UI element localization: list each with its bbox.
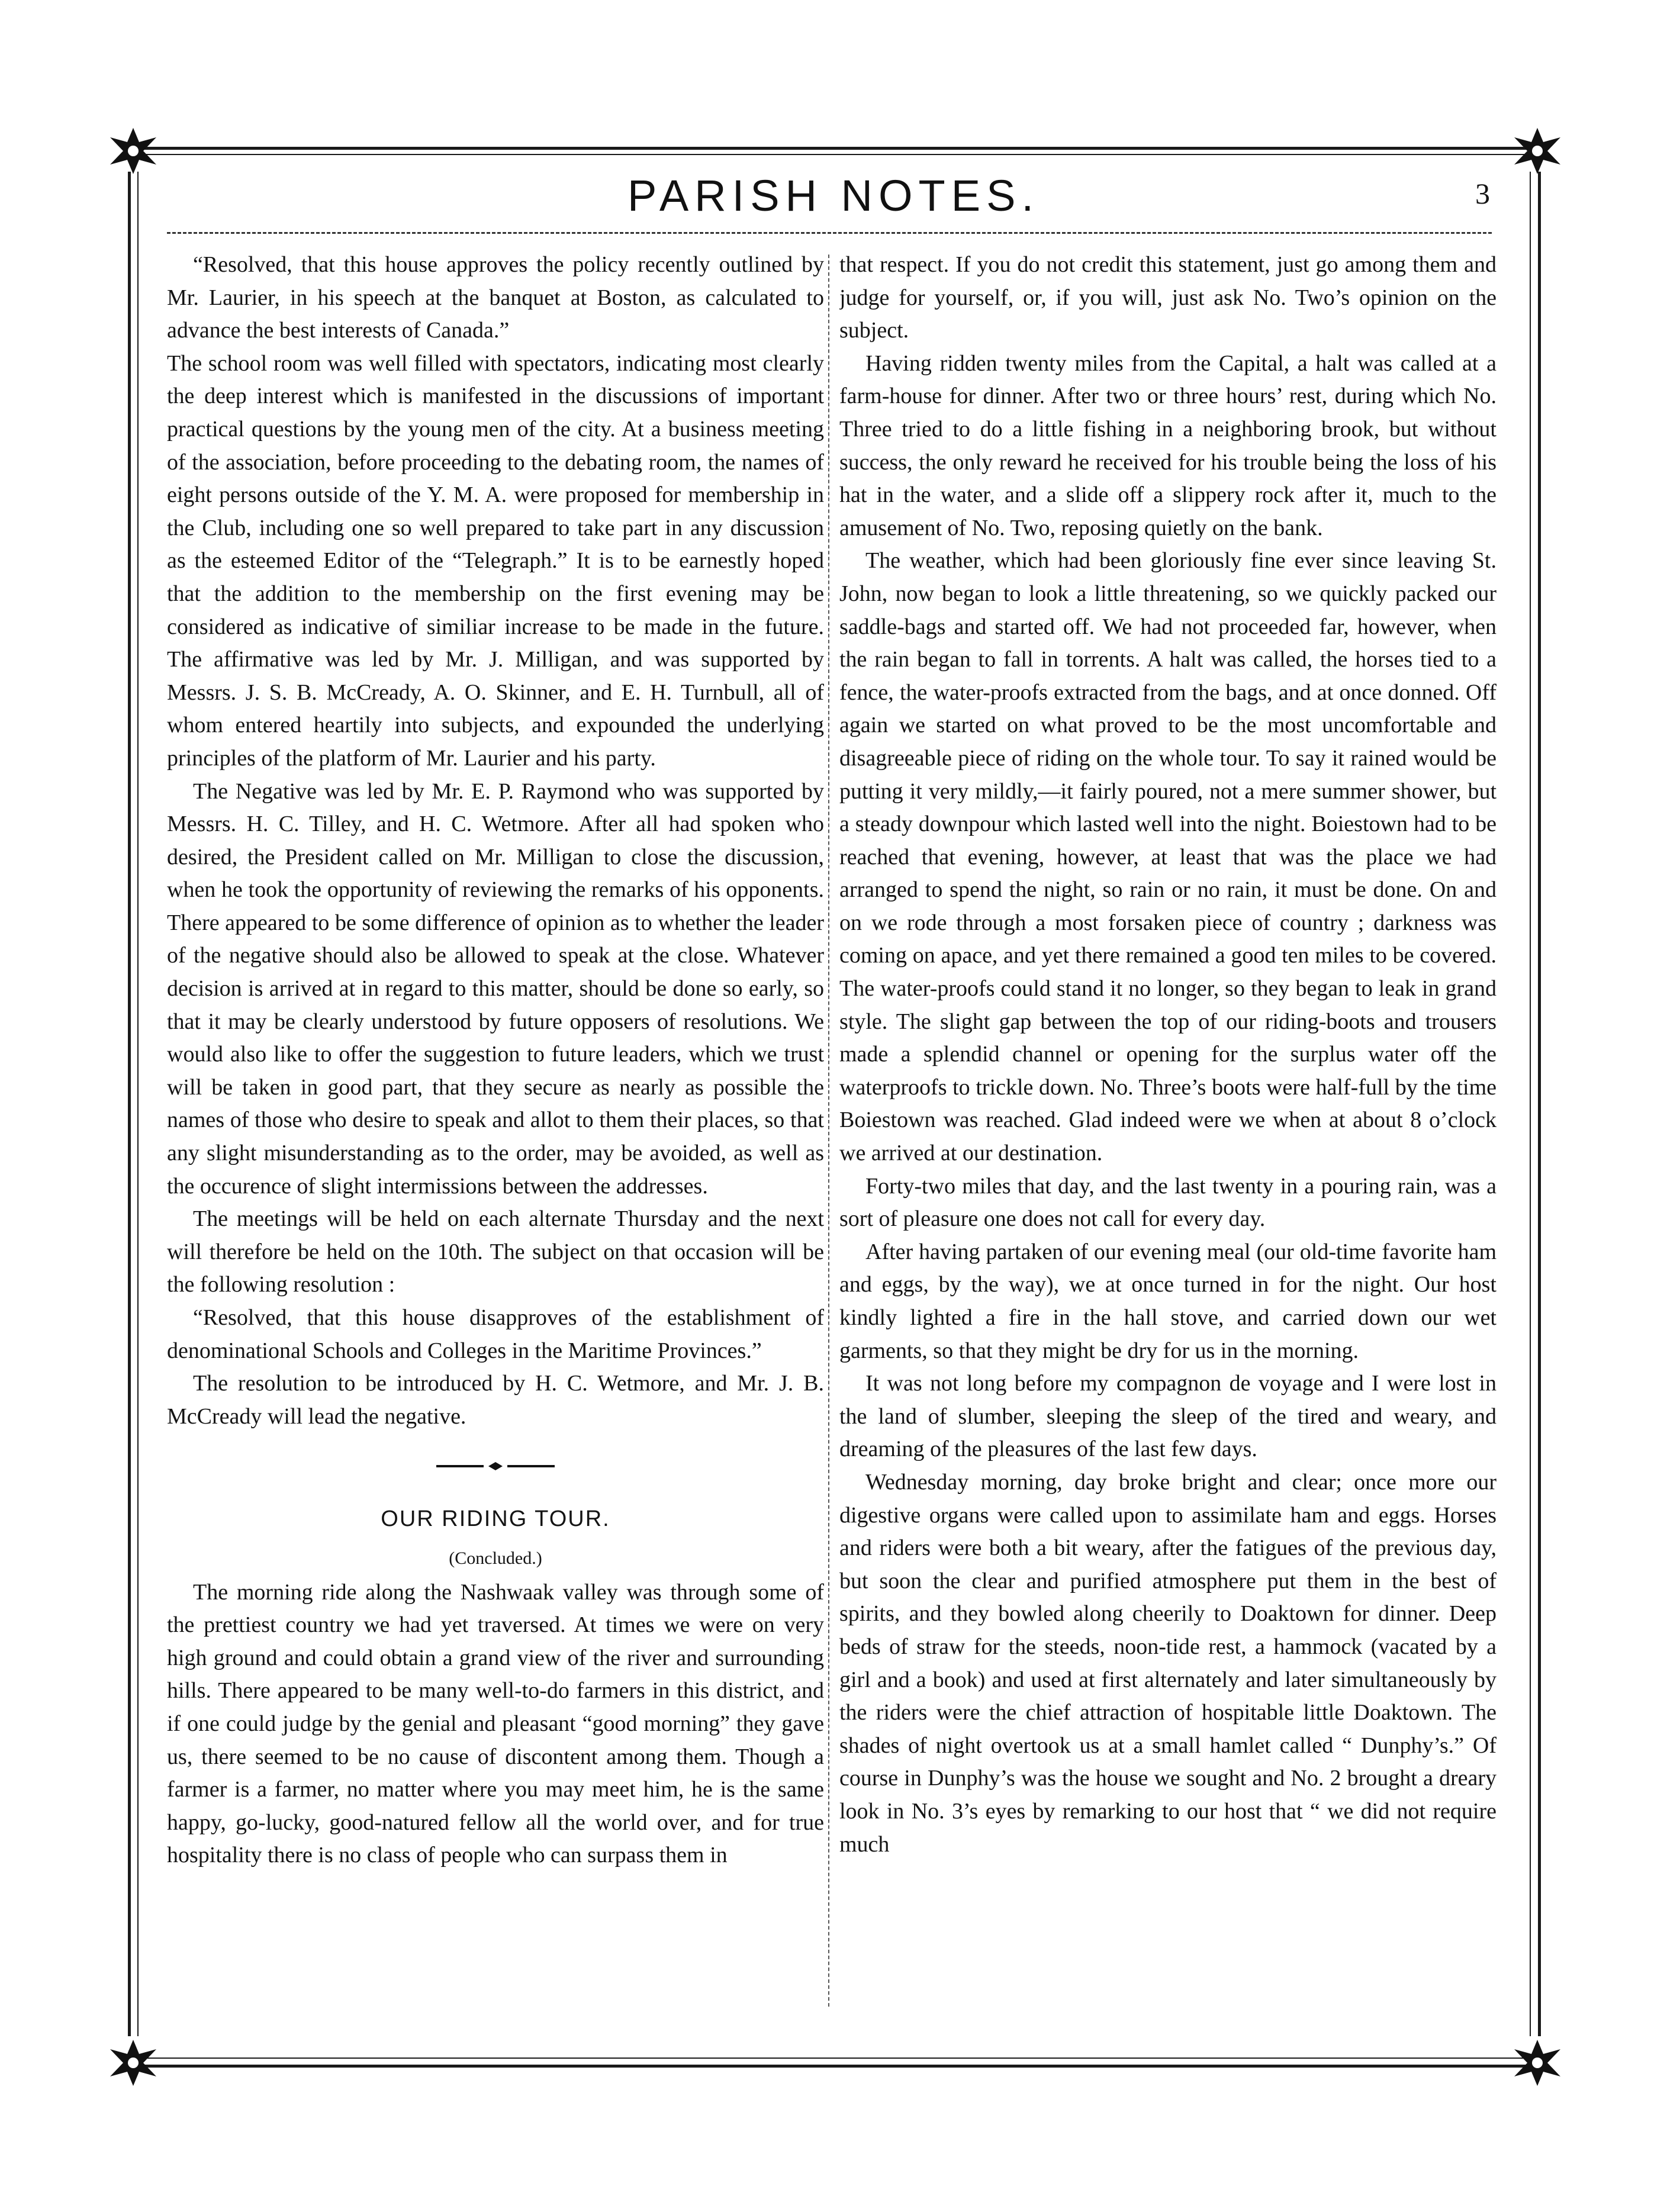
- paragraph: The school room was well filled with spectators, indicating most clearly the deep interest which is manifested in the discussions of important practical questions by the young men of the city. At a business meeting of the association, before proceeding to the debating room, the names of eight persons outside of the Y. M. A. were proposed for membership in the Club, including one so well prepared to take part in any discussion as the esteemed Editor of the “Telegraph.” It is to be earnestly hoped that the addition to the membership on the first evening may be considered as indicative of similiar increase to be made in the future. The affirmative was led by Mr. J. Milligan, and was supported by Messrs. J. S. B. McCready, A. O. Skinner, and E. H. Turnbull, all of whom entered heartily into subjects, and expounded the underlying principles of the platform of Mr. Laurier and his party.: [167, 350, 824, 771]
- section-divider: [167, 1450, 824, 1483]
- frame-top-rule: [133, 147, 1536, 150]
- paragraph: Having ridden twenty miles from the Capital, a halt was called at a farm-house for dinner. After two or three hours’ rest, during which No. Three tried to do a little fishing in a neighboring brook, but without success, the only reward he received for his trouble being the loss of his hat in the water, and a slide off a slippery rock after it, much to the amusement of No. Two, reposing quietly on the bank.: [839, 350, 1497, 540]
- paragraph: “Resolved, that this house approves the policy recently outlined by Mr. Laurier, in his speech at the banquet at Boston, as calculated to advance the best interests of Canada.”: [167, 252, 824, 343]
- frame-top-rule-inner: [133, 154, 1536, 155]
- frame-left-rule-inner: [137, 172, 139, 2036]
- frame-right-rule-inner: [1530, 172, 1531, 2036]
- frame-bottom-rule: [133, 2065, 1536, 2068]
- paragraph: that respect. If you do not credit this statement, just go among them and judge for yourself, or, if you will, just ask No. Two’s opinion on the subject.: [839, 252, 1497, 343]
- cross-ornament-icon: [1511, 124, 1564, 178]
- frame-right-rule: [1538, 172, 1541, 2036]
- cross-ornament-icon: [107, 124, 160, 178]
- paragraph: “Resolved, that this house disapproves of the establishment of denominational Schools and Colleges in the Maritime Provinces.”: [167, 1305, 824, 1363]
- frame-left-rule: [128, 172, 131, 2036]
- paragraph: The Negative was led by Mr. E. P. Raymond who was supported by Messrs. H. C. Tilley, and H. C. Wetmore. After all had spoken who desired, the President called on Mr. Milligan to close the discussion, when he took the opportunity of reviewing the remarks of his opponents. There appeared to be some difference of opinion as to whether the leader of the negative should also be allowed to speak at the close. Whatever decision is arrived at in regard to this matter, should be done so early, so that it may be clearly understood by future opposers of resolutions. We would also like to offer the suggestion to future leaders, which we trust will be taken in good part, that they secure as nearly as possible the names of those who desire to speak and allot to them their places, so that any slight misunderstanding as to the order, may be avoided, as well as the occurence of slight intermissions between the addresses.: [167, 778, 824, 1199]
- paragraph: The weather, which had been gloriously fine ever since leaving St. John, now began to look a little threatening, so we quickly packed our saddle-bags and started off. We had not proceeded far, however, when the rain began to fall in torrents. A halt was called, the horses tied to a fence, the water-proofs extracted from the bags, and at once donned. Off again we started on what proved to be the most uncomfortable and disagreeable piece of riding on the whole tour. To say it rained would be putting it very mildly,—it fairly poured, not a mere summer shower, but a steady downpour which lasted well into the night. Boiestown had to be reached that evening, however, at least that was the place we had arranged to spend the night, so rain or no rain, it must be done. On and on we rode through a most forsaken piece of country ; darkness was coming on apace, and yet there remained a good ten miles to be covered. The water-proofs could stand it no longer, so they began to leak in grand style. The slight gap between the top of our riding-boots and trousers made a splendid channel or opening for the surplus water off the waterproofs to trickle down. No. Three’s boots were half-full by the time Boiestown was reached. Glad indeed were we when at about 8 o’clock we arrived at our destination.: [839, 548, 1497, 1166]
- section-subtitle: (Concluded.): [449, 1548, 542, 1568]
- paragraph: It was not long before my compagnon de voyage and I were lost in the land of slumber, sleeping the sleep of the tired and weary, and dreaming of the pleasures of the last few days.: [839, 1371, 1497, 1462]
- page-title: PARISH NOTES.: [627, 171, 1040, 220]
- paragraph: The morning ride along the Nashwaak valley was through some of the prettiest country we had yet traversed. At times we were on very high ground and could obtain a grand view of the river and surrounding hills. There appeared to be many well-to-do farmers in this district, and if one could judge by the genial and pleasant “good morning” they gave us, there seemed to be no cause of discontent among them. Though a farmer is a farmer, no matter where you may meet him, he is the same happy, go-lucky, good-natured fellow all the world over, and for true hospitality there is no class of people who can surpass them in: [167, 1579, 824, 1868]
- section-title: OUR RIDING TOUR.: [381, 1506, 610, 1532]
- frame-bottom-rule-inner: [133, 2058, 1536, 2059]
- paragraph: Wednesday morning, day broke bright and clear; once more our digestive organs were called upon to assimilate ham and eggs. Horses and riders were both a bit weary, after the fatigues of the previous day, but soon the clear and purified atmosphere put them in the best of spirits, and they bowled along cheerily to Doaktown for dinner. Deep beds of straw for the steeds, noon-tide rest, a hammock (vacated by a girl and a book) and used at first alternately and later simultaneously by the riders were the chief attraction of hospitable little Doaktown. The shades of night overtook us at a small hamlet called “ Dunphy’s.” Of course in Dunphy’s was the house we sought and No. 2 brought a dreary look in No. 3’s eyes by remarking to our host that “ we did not require much: [839, 1469, 1497, 1857]
- page-number: 3: [1475, 177, 1490, 210]
- header-rule: [167, 232, 1492, 234]
- column-divider: [828, 255, 829, 2007]
- divider-ornament-icon: [436, 1460, 555, 1472]
- left-column: [167, 249, 824, 2024]
- paragraph: After having partaken of our evening meal (our old-time favorite ham and eggs, by the way), we at once turned in for the night. Our host kindly lighted a fire in the hall stove, and carried down our wet garments, so that they might be dry for us in the morning.: [839, 1239, 1497, 1363]
- paragraph: The resolution to be introduced by H. C. Wetmore, and Mr. J. B. McCready will lead the negative.: [167, 1371, 824, 1429]
- right-column: [839, 249, 1497, 2024]
- cross-ornament-icon: [107, 2036, 160, 2089]
- cross-ornament-icon: [1511, 2036, 1564, 2089]
- paragraph: The meetings will be held on each alternate Thursday and the next will therefore be held on the 10th. The subject on that occasion will be the following resolution :: [167, 1206, 824, 1297]
- paragraph: Forty-two miles that day, and the last twenty in a pouring rain, was a sort of pleasure one does not call for every day.: [839, 1173, 1497, 1232]
